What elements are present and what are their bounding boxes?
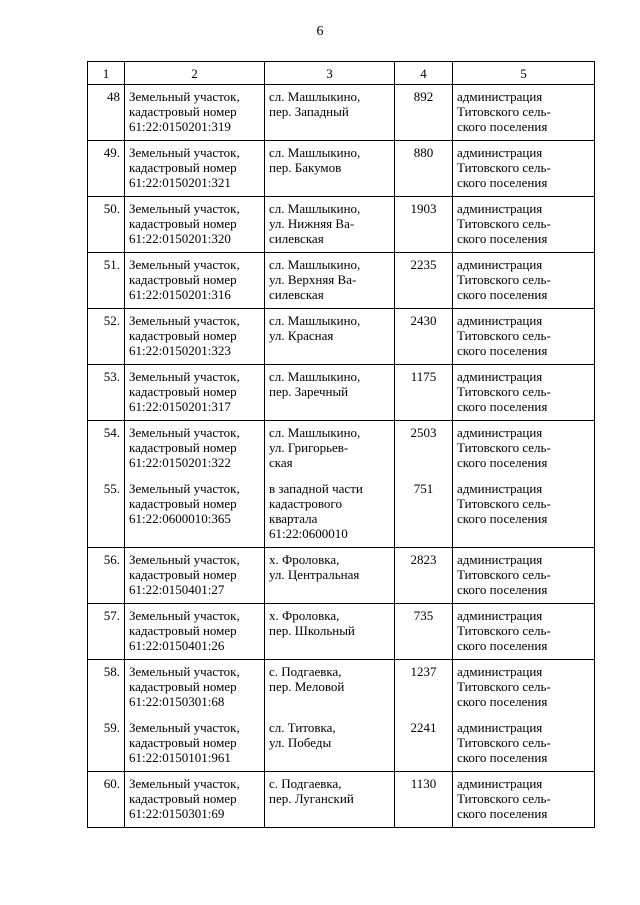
object-cell: Земельный участок, кадастровый номер 61:22:0150201:322 bbox=[125, 421, 265, 477]
owner-cell: администрация Титовского сель- ского поселения bbox=[453, 660, 595, 716]
area-cell: 2430 bbox=[395, 309, 453, 365]
table-row bbox=[88, 604, 595, 660]
header-col-3: 3 bbox=[265, 62, 395, 85]
location-cell: с. Подгаевка, пер. Меловой bbox=[265, 660, 395, 716]
header-col-5: 5 bbox=[453, 62, 595, 85]
object-cell: Земельный участок, кадастровый номер 61:22:0150301:68 bbox=[125, 660, 265, 716]
row-number: 52. bbox=[88, 309, 125, 365]
area-cell: 2235 bbox=[395, 253, 453, 309]
row-number: 50. bbox=[88, 197, 125, 253]
owner-cell: администрация Титовского сель- ского поселения bbox=[453, 772, 595, 828]
area-cell: 751 bbox=[395, 477, 453, 548]
area-cell: 735 bbox=[395, 604, 453, 660]
page-number: 6 bbox=[316, 24, 324, 39]
owner-cell: администрация Титовского сель- ского поселения bbox=[453, 477, 595, 548]
object-cell: Земельный участок, кадастровый номер 61:22:0150201:319 bbox=[125, 85, 265, 141]
object-cell: Земельный участок, кадастровый номер 61:22:0150201:321 bbox=[125, 141, 265, 197]
table-row bbox=[88, 85, 595, 141]
owner-cell: администрация Титовского сель- ского поселения bbox=[453, 421, 595, 477]
table-row bbox=[88, 660, 595, 716]
area-cell: 2823 bbox=[395, 548, 453, 604]
area-cell: 1237 bbox=[395, 660, 453, 716]
object-cell: Земельный участок, кадастровый номер 61:22:0150201:316 bbox=[125, 253, 265, 309]
table-row bbox=[88, 197, 595, 253]
object-cell: Земельный участок, кадастровый номер 61:22:0150201:323 bbox=[125, 309, 265, 365]
header-row bbox=[88, 62, 595, 85]
row-number: 56. bbox=[88, 548, 125, 604]
table-row bbox=[88, 365, 595, 421]
area-cell: 1903 bbox=[395, 197, 453, 253]
area-cell: 1130 bbox=[395, 772, 453, 828]
location-cell: сл. Машлыкино, пер. Западный bbox=[265, 85, 395, 141]
location-cell: сл. Машлыкино, ул. Верхняя Ва- силевская bbox=[265, 253, 395, 309]
table-row bbox=[88, 477, 595, 548]
row-number: 51. bbox=[88, 253, 125, 309]
object-cell: Земельный участок, кадастровый номер 61:22:0150301:69 bbox=[125, 772, 265, 828]
location-cell: сл. Машлыкино, пер. Бакумов bbox=[265, 141, 395, 197]
object-cell: Земельный участок, кадастровый номер 61:22:0150401:26 bbox=[125, 604, 265, 660]
object-cell: Земельный участок, кадастровый номер 61:22:0150101:961 bbox=[125, 716, 265, 772]
owner-cell: администрация Титовского сель- ского поселения bbox=[453, 85, 595, 141]
owner-cell: администрация Титовского сель- ского поселения bbox=[453, 141, 595, 197]
header-col-1: 1 bbox=[88, 62, 125, 85]
area-cell: 2241 bbox=[395, 716, 453, 772]
area-cell: 892 bbox=[395, 85, 453, 141]
location-cell: сл. Машлыкино, пер. Заречный bbox=[265, 365, 395, 421]
object-cell: Земельный участок, кадастровый номер 61:22:0600010:365 bbox=[125, 477, 265, 548]
table-row bbox=[88, 421, 595, 477]
row-number: 49. bbox=[88, 141, 125, 197]
table-row bbox=[88, 253, 595, 309]
row-number: 57. bbox=[88, 604, 125, 660]
object-cell: Земельный участок, кадастровый номер 61:22:0150401:27 bbox=[125, 548, 265, 604]
location-cell: с. Подгаевка, пер. Луганский bbox=[265, 772, 395, 828]
row-number: 48 bbox=[88, 85, 125, 141]
area-cell: 1175 bbox=[395, 365, 453, 421]
owner-cell: администрация Титовского сель- ского поселения bbox=[453, 309, 595, 365]
row-number: 53. bbox=[88, 365, 125, 421]
location-cell: х. Фроловка, пер. Школьный bbox=[265, 604, 395, 660]
table-row bbox=[88, 548, 595, 604]
table-row bbox=[88, 716, 595, 772]
owner-cell: администрация Титовского сель- ского поселения bbox=[453, 548, 595, 604]
location-cell: х. Фроловка, ул. Центральная bbox=[265, 548, 395, 604]
location-cell: сл. Машлыкино, ул. Красная bbox=[265, 309, 395, 365]
owner-cell: администрация Титовского сель- ского поселения bbox=[453, 604, 595, 660]
table-row bbox=[88, 309, 595, 365]
row-number: 59. bbox=[88, 716, 125, 772]
row-number: 54. bbox=[88, 421, 125, 477]
owner-cell: администрация Титовского сель- ского поселения bbox=[453, 253, 595, 309]
owner-cell: администрация Титовского сель- ского поселения bbox=[453, 197, 595, 253]
table-row bbox=[88, 141, 595, 197]
row-number: 58. bbox=[88, 660, 125, 716]
owner-cell: администрация Титовского сель- ского поселения bbox=[453, 716, 595, 772]
location-cell: сл. Титовка, ул. Победы bbox=[265, 716, 395, 772]
object-cell: Земельный участок, кадастровый номер 61:22:0150201:317 bbox=[125, 365, 265, 421]
property-table bbox=[87, 61, 595, 828]
area-cell: 2503 bbox=[395, 421, 453, 477]
header-col-2: 2 bbox=[125, 62, 265, 85]
table-row bbox=[88, 772, 595, 828]
area-cell: 880 bbox=[395, 141, 453, 197]
header-col-4: 4 bbox=[395, 62, 453, 85]
row-number: 60. bbox=[88, 772, 125, 828]
owner-cell: администрация Титовского сель- ского поселения bbox=[453, 365, 595, 421]
row-number: 55. bbox=[88, 477, 125, 548]
location-cell: сл. Машлыкино, ул. Григорьев- ская bbox=[265, 421, 395, 477]
object-cell: Земельный участок, кадастровый номер 61:22:0150201:320 bbox=[125, 197, 265, 253]
location-cell: в западной части кадастрового квартала 61:22:0600010 bbox=[265, 477, 395, 548]
location-cell: сл. Машлыкино, ул. Нижняя Ва- силевская bbox=[265, 197, 395, 253]
